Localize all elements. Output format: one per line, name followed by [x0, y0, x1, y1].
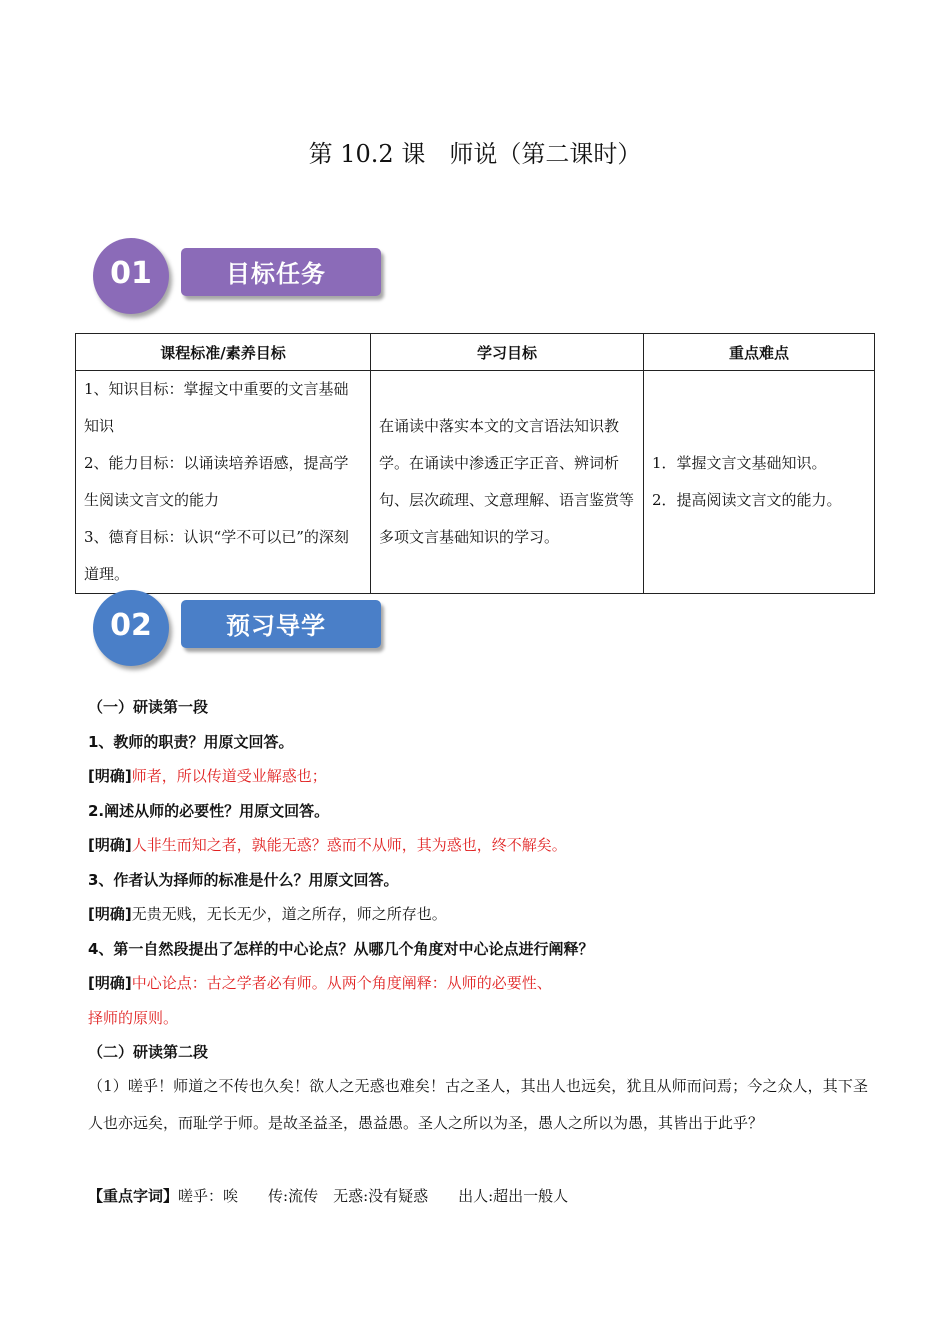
badge-circle — [93, 590, 169, 666]
table-header-row — [76, 334, 875, 371]
list-item: 2、能力目标：以诵读培养语感，提高学生阅读文言文的能力 — [84, 454, 349, 509]
answer-tag: [明确] — [88, 767, 132, 785]
badge-number: 01 — [110, 256, 152, 291]
table-cell-objectives: 在诵读中落实本文的文言语法知识教学。在诵读中渗透正字正音、辨词析句、层次疏理、文意理解、语言鉴赏等多项文言基础知识的学习。 — [371, 371, 644, 594]
table-cell-standards — [76, 371, 371, 594]
badge-bar — [181, 600, 381, 648]
keywords-text: 嗟乎：唉 传:流传 无惑:没有疑惑 出人:超出一般人 — [178, 1187, 569, 1205]
question: 1、教师的职责？用原文回答。 — [88, 733, 294, 751]
question: 4、第一自然段提出了怎样的中心论点？从哪几个角度对中心论点进行阐释？ — [88, 940, 594, 958]
answer — [88, 904, 447, 924]
question: 2.阐述从师的必要性？用原文回答。 — [88, 802, 330, 820]
list-item: 1．掌握文言文基础知识。 — [652, 454, 827, 472]
badge-number: 02 — [110, 608, 152, 643]
badge-bar — [181, 248, 381, 296]
table-header: 学习目标 — [371, 334, 644, 371]
section-heading: （一）研读第一段 — [88, 698, 209, 716]
section-badge-preview — [93, 590, 403, 670]
badge-label: 目标任务 — [226, 260, 326, 288]
answer — [88, 835, 567, 855]
section-badge-goals — [93, 238, 403, 318]
answer-text: 中心论点：古之学者必有师。从两个角度阐释：从师的必要性、 — [131, 974, 552, 992]
keywords-label: 【重点字词】 — [88, 1187, 179, 1205]
list-item: 1、知识目标：掌握文中重要的文言基础知识 — [84, 380, 349, 435]
answer — [88, 973, 552, 993]
table-cell-keypoints — [644, 371, 875, 594]
table-header: 课程标准/素养目标 — [76, 334, 371, 371]
table-header: 重点难点 — [644, 334, 875, 371]
page-title: 第 10.2 课 师说（第二课时） — [308, 140, 642, 168]
answer-text: 师者，所以传道受业解惑也； — [131, 767, 327, 785]
list-item: 3、德育目标：认识“学不可以已”的深刻道理。 — [84, 528, 349, 583]
answer-text: 无贵无贱，无长无少，道之所存，师之所存也。 — [131, 905, 447, 923]
keywords — [88, 1186, 568, 1206]
badge-circle — [93, 238, 169, 314]
list-item: 2．提高阅读文言文的能力。 — [652, 491, 842, 509]
answer-tag: [明确] — [88, 974, 132, 992]
question: 3、作者认为择师的标准是什么？用原文回答。 — [88, 871, 399, 889]
section-heading: （二）研读第二段 — [88, 1043, 209, 1061]
table-row — [76, 371, 875, 594]
answer-text: 人非生而知之者，孰能无惑？惑而不从师，其为惑也，终不解矣。 — [131, 836, 567, 854]
answer-tag: [明确] — [88, 905, 132, 923]
goals-table — [75, 333, 875, 594]
answer-tag: [明确] — [88, 836, 132, 854]
answer-continued: 择师的原则。 — [88, 1009, 179, 1027]
answer — [88, 766, 327, 786]
badge-label: 预习导学 — [226, 612, 326, 640]
passage: （1）嗟乎！师道之不传也久矣！欲人之无惑也难矣！古之圣人，其出人也远矣，犹且从师而问焉；今之众人，其下圣人也亦远矣，而耻学于师。是故圣益圣，愚益愚。圣人之所以为圣，愚人之所以为愚，其皆出于此乎？ — [88, 1077, 868, 1132]
